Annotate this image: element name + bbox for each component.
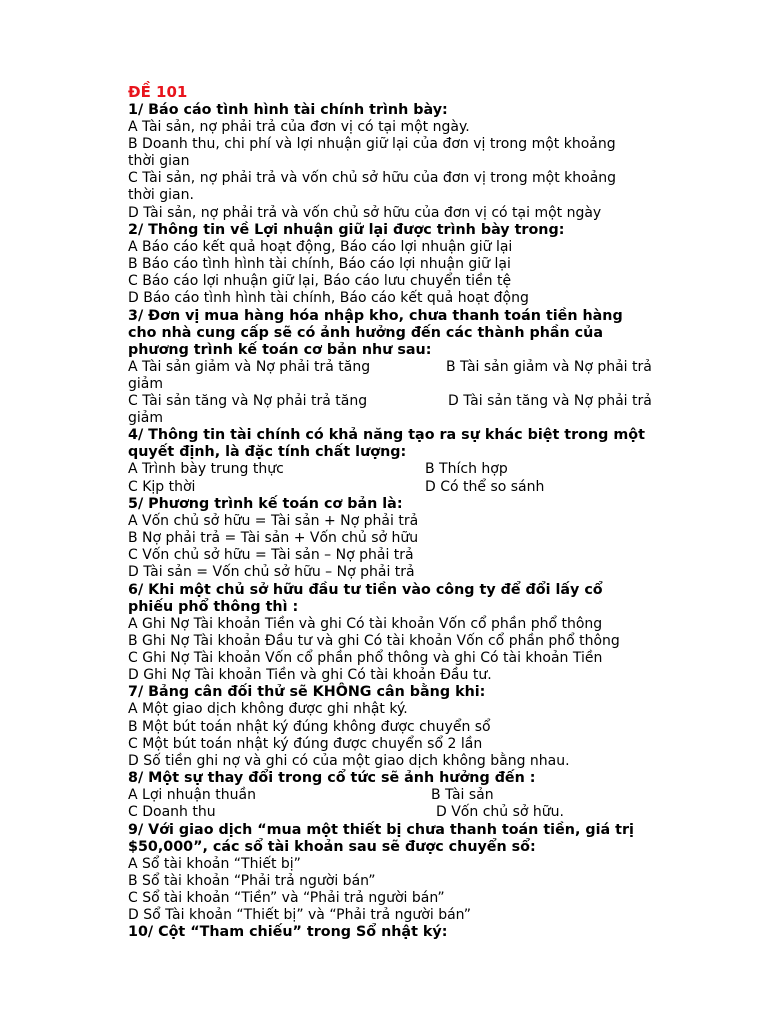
answer-a: A Sổ tài khoản “Thiết bị”	[128, 855, 301, 872]
question-10	[128, 924, 688, 941]
answer-a: A Ghi Nợ Tài khoản Tiền và ghi Có tài khoản Vốn cổ phần phổ thông	[128, 615, 603, 632]
question-text-line: $50,000”, các sổ tài khoản sau sẽ được chuyển sổ:	[128, 838, 536, 855]
answer-a: A Lợi nhuận thuần	[128, 787, 256, 804]
answer-d: D Sổ Tài khoản “Thiết bị” và “Phải trả người bán”	[128, 907, 472, 924]
question-text: 2/ Thông tin về Lợi nhuận giữ lại được trình bày trong:	[128, 221, 565, 238]
question-text-line: cho nhà cung cấp sẽ có ảnh hưởng đến các thành phần của	[128, 324, 603, 341]
question-text-line: phiếu phổ thông thì :	[128, 598, 299, 615]
answer-b: B Nợ phải trả = Tài sản + Vốn chủ sở hữu	[128, 529, 419, 546]
answer-b: B Sổ tài khoản “Phải trả người bán”	[128, 872, 376, 889]
question-9	[128, 822, 688, 925]
question-text: 8/ Một sự thay đổi trong cổ tức sẽ ảnh hưởng đến :	[128, 770, 536, 787]
answer-row	[128, 479, 688, 496]
question-text: 10/ Cột “Tham chiếu” trong Sổ nhật ký:	[128, 924, 448, 941]
answer-d: D Tài sản tăng và Nợ phải trả	[448, 392, 652, 409]
answer-row	[128, 359, 688, 376]
answer-a: A Báo cáo kết quả hoạt động, Báo cáo lợi nhuận giữ lại	[128, 238, 513, 255]
question-1	[128, 102, 688, 222]
answer-row	[128, 393, 688, 410]
question-text-line: 9/ Với giao dịch “mua một thiết bị chưa thanh toán tiền, giá trị	[128, 821, 634, 838]
answer-c: C Kịp thời	[128, 478, 196, 495]
answer-row	[128, 376, 688, 393]
question-text: 7/ Bảng cân đối thử sẽ KHÔNG cân bằng khi:	[128, 684, 486, 701]
answer-c: C Doanh thu	[128, 804, 216, 821]
question-text: 1/ Báo cáo tình hình tài chính trình bày:	[128, 101, 448, 118]
question-2	[128, 222, 688, 308]
answer-a-cont: giảm	[128, 375, 163, 392]
question-text-line: phương trình kế toán cơ bản như sau:	[128, 341, 432, 358]
answer-c: C Sổ tài khoản “Tiền” và “Phải trả người bán”	[128, 890, 445, 906]
answer-d: D Báo cáo tình hình tài chính, Báo cáo kết quả hoạt động	[128, 290, 529, 307]
answer-a: A Một giao dịch không được ghi nhật ký.	[128, 701, 408, 718]
exam-page	[128, 84, 688, 941]
answer-c: C Tài sản tăng và Nợ phải trả tăng	[128, 392, 368, 409]
answer-c: C Một bút toán nhật ký đúng được chuyển sổ 2 lần	[128, 735, 483, 752]
question-text: 5/ Phương trình kế toán cơ bản là:	[128, 495, 403, 512]
answer-d: D Ghi Nợ Tài khoản Tiền và ghi Có tài khoản Đầu tư.	[128, 667, 492, 684]
answer-row	[128, 804, 688, 821]
answer-b: B Ghi Nợ Tài khoản Đầu tư và ghi Có tài khoản Vốn cổ phần phổ thông	[128, 632, 620, 649]
question-3	[128, 308, 688, 428]
answer-a: A Trình bày trung thực	[128, 461, 284, 478]
question-text-line: 3/ Đơn vị mua hàng hóa nhập kho, chưa thanh toán tiền hàng	[128, 307, 623, 324]
question-text-line: quyết định, là đặc tính chất lượng:	[128, 444, 407, 461]
answer-b: B Tài sản giảm và Nợ phải trả	[446, 358, 652, 375]
question-5	[128, 496, 688, 582]
answer-c: C Ghi Nợ Tài khoản Vốn cổ phần phổ thông và ghi Có tài khoản Tiền	[128, 649, 603, 666]
answer-b: B Báo cáo tình hình tài chính, Báo cáo lợi nhuận giữ lại	[128, 255, 511, 272]
answer-a: A Tài sản giảm và Nợ phải trả tăng	[128, 358, 371, 375]
answer-c: C Tài sản, nợ phải trả và vốn chủ sở hữu của đơn vị trong một khoảng	[128, 170, 617, 187]
answer-row	[128, 410, 688, 427]
answer-a: A Tài sản, nợ phải trả của đơn vị có tại một ngày.	[128, 118, 470, 135]
answer-d: D Tài sản, nợ phải trả và vốn chủ sở hữu của đơn vị có tại một ngày	[128, 204, 602, 221]
answer-b: B Thích hợp	[425, 461, 508, 478]
answer-row	[128, 787, 688, 804]
answer-c: C Vốn chủ sở hữu = Tài sản – Nợ phải trả	[128, 547, 414, 564]
question-7	[128, 684, 688, 770]
question-6	[128, 582, 688, 685]
exam-title: ĐỀ 101	[128, 83, 188, 101]
answer-d: D Có thể so sánh	[425, 478, 545, 495]
answer-b: B Một bút toán nhật ký đúng không được chuyển sổ	[128, 718, 491, 735]
question-text-line: 4/ Thông tin tài chính có khả năng tạo ra sự khác biệt trong một	[128, 427, 645, 444]
answer-d: D Số tiền ghi nợ và ghi có của một giao dịch không bằng nhau.	[128, 752, 570, 769]
answer-b: B Tài sản	[431, 787, 494, 804]
question-4	[128, 427, 688, 495]
answer-row	[128, 461, 688, 478]
answer-b-cont: thời gian	[128, 152, 190, 169]
answer-d: D Vốn chủ sở hữu.	[436, 804, 564, 821]
answer-a: A Vốn chủ sở hữu = Tài sản + Nợ phải trả	[128, 512, 419, 529]
answer-b: B Doanh thu, chi phí và lợi nhuận giữ lại của đơn vị trong một khoảng	[128, 135, 616, 152]
answer-c-cont: giảm	[128, 410, 163, 427]
answer-c-cont: thời gian.	[128, 187, 194, 204]
question-text-line: 6/ Khi một chủ sở hữu đầu tư tiền vào công ty để đổi lấy cổ	[128, 581, 603, 598]
answer-c: C Báo cáo lợi nhuận giữ lại, Báo cáo lưu chuyển tiền tệ	[128, 273, 512, 290]
answer-d: D Tài sản = Vốn chủ sở hữu – Nợ phải trả	[128, 564, 415, 581]
question-8	[128, 770, 688, 821]
